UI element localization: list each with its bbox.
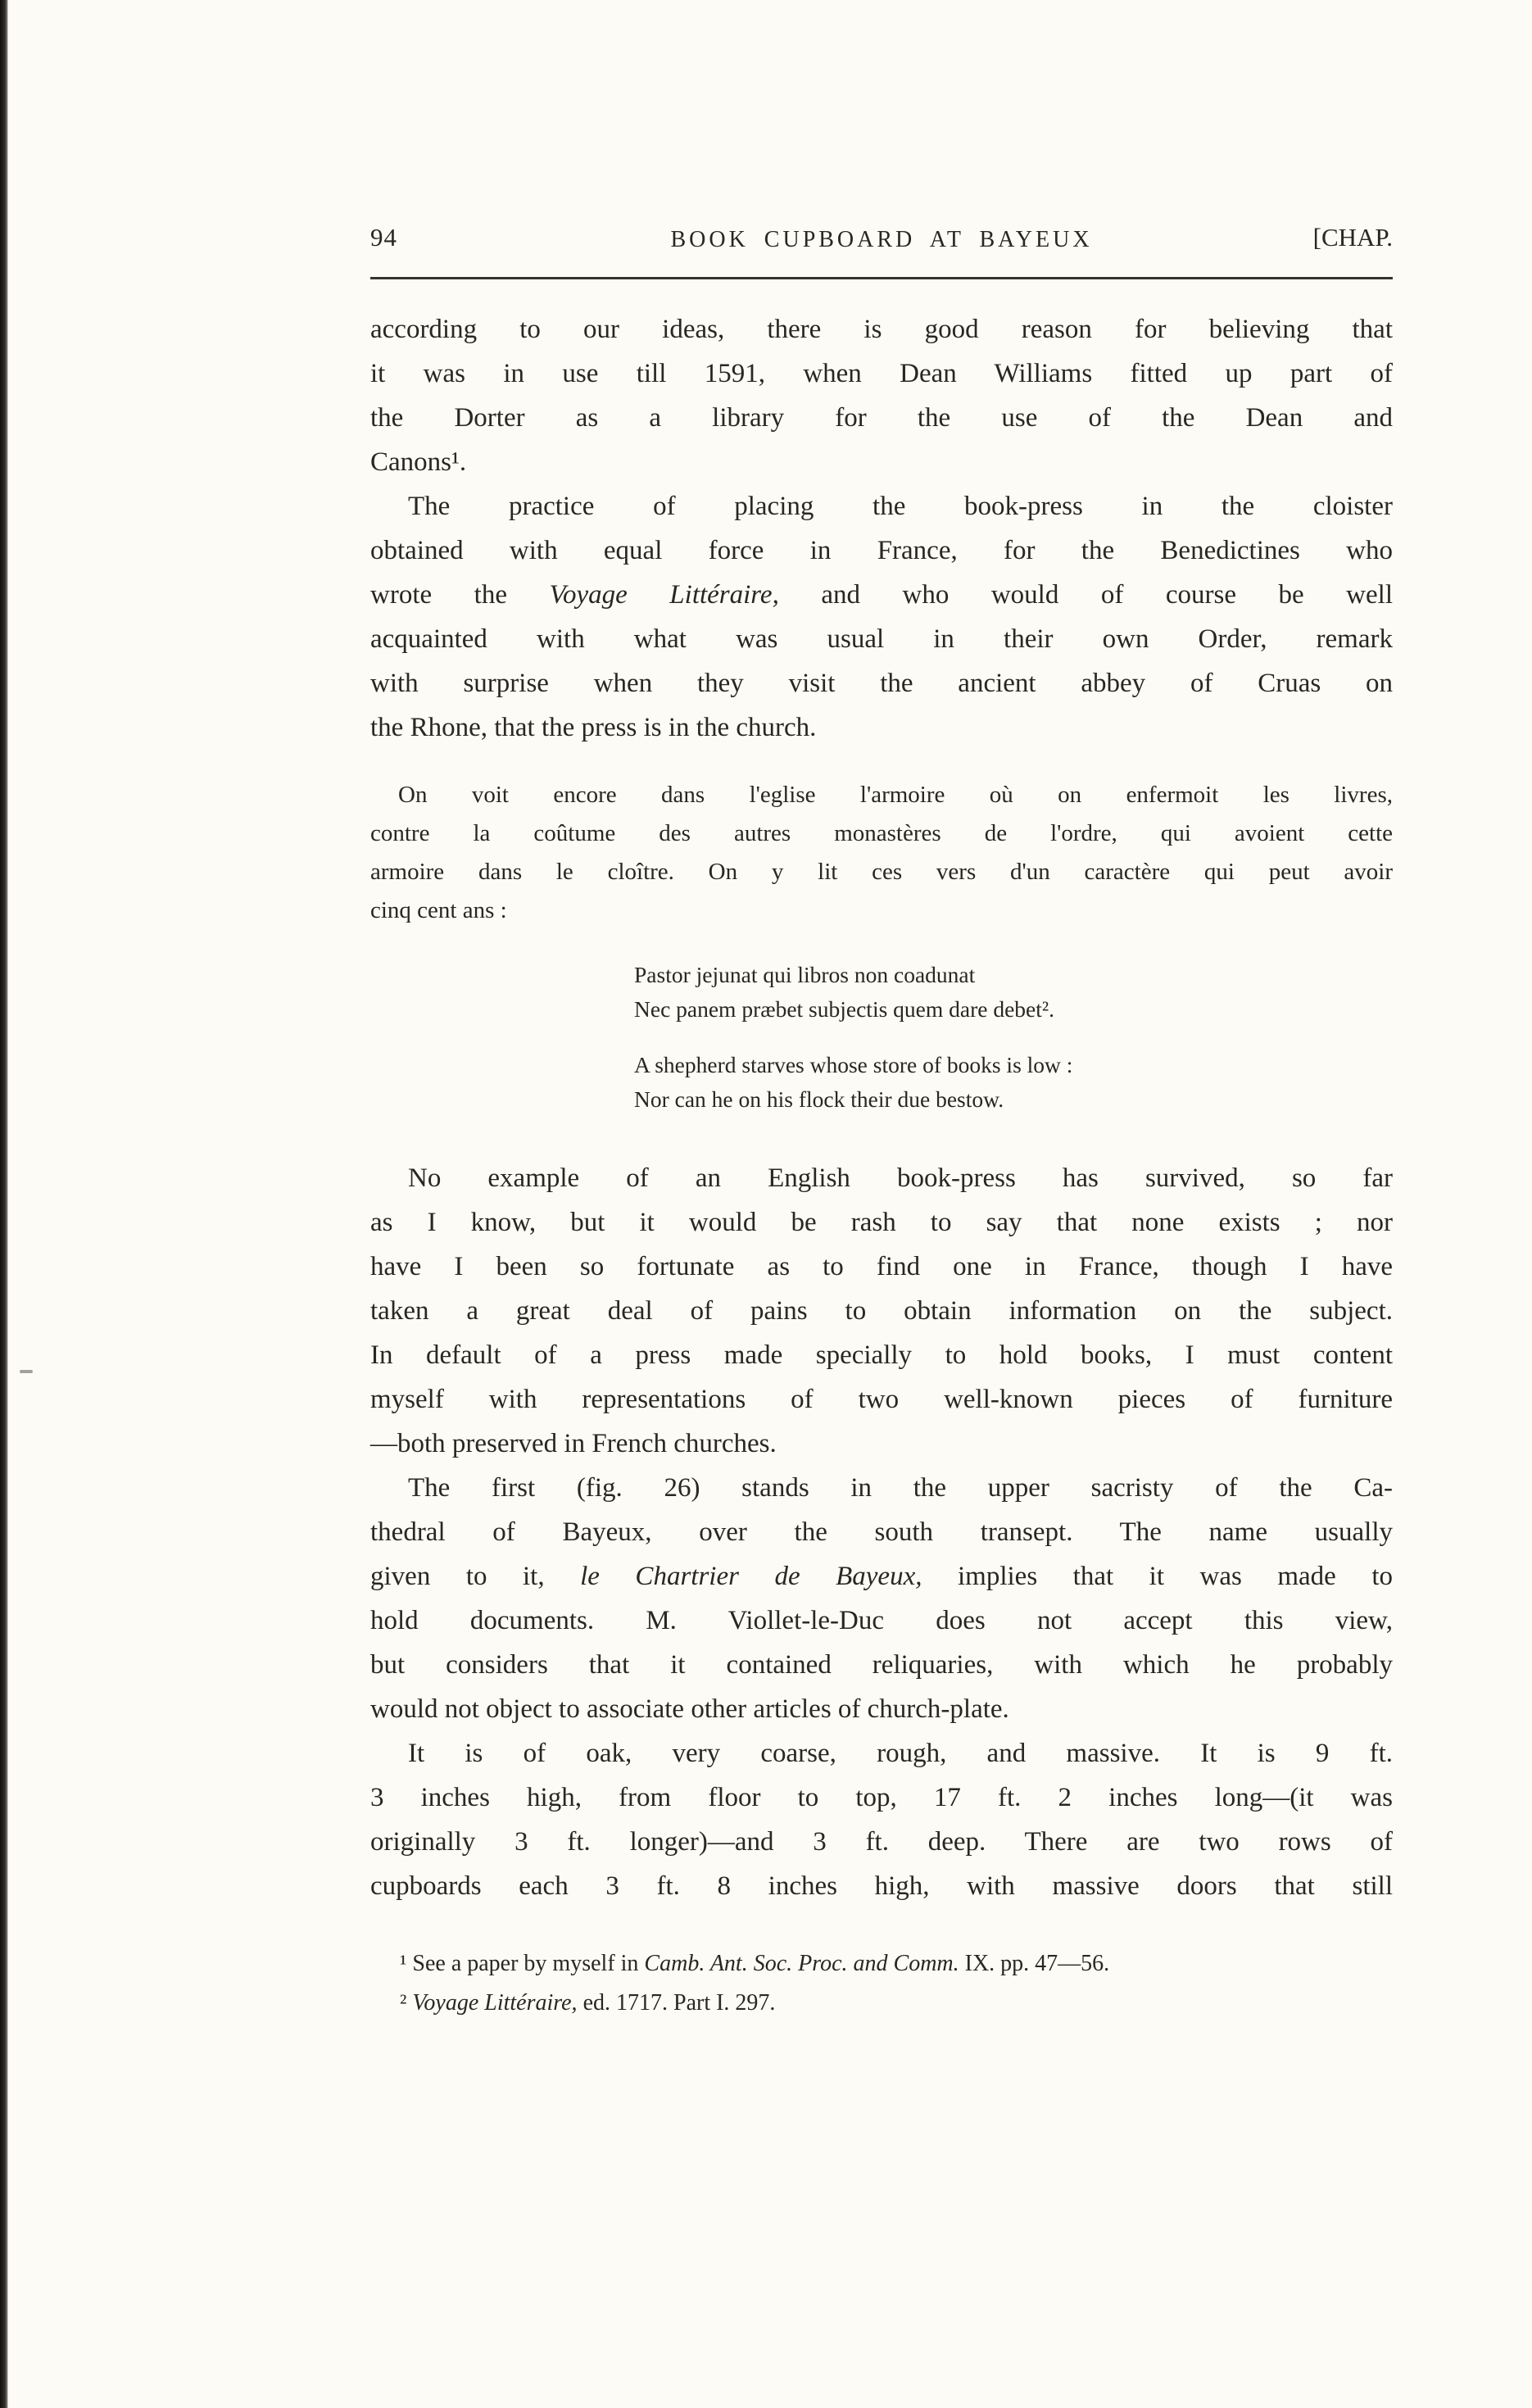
text-line: according to our ideas, there is good reason for believing that [370, 315, 1393, 344]
text-line: obtained with equal force in France, for the Benedictines who [370, 536, 1393, 565]
text-line: 3 inches high, from floor to top, 17 ft. 2 inches long—(it was [370, 1783, 1393, 1812]
chapter-mark: [CHAP. [1312, 223, 1393, 252]
italic-text: Camb. Ant. Soc. Proc. and Comm. [644, 1951, 959, 1976]
text-line: acquainted with what was usual in their own Order, remark [370, 624, 1393, 654]
text-line: would not object to associate other articles of church-plate. [370, 1694, 1009, 1724]
text-line: taken a great deal of pains to obtain information on the subject. [370, 1296, 1393, 1326]
footnotes [370, 1944, 1393, 2023]
text-line: cupboards each 3 ft. 8 inches high, with massive doors that still [370, 1871, 1393, 1901]
french-quotation [370, 776, 1393, 930]
text-line: Nec panem præbet subjectis quem dare debet². [634, 996, 1054, 1022]
paragraph [370, 1466, 1393, 1731]
text-line: thedral of Bayeux, over the south transept. The name usually [370, 1517, 1393, 1547]
text-line: contre la coûtume des autres monastères de l'ordre, qui avoient cette [370, 820, 1393, 846]
text-line: Pastor jejunat qui libros non coadunat [634, 962, 976, 987]
text-line: A shepherd starves whose store of books is low : [634, 1052, 1073, 1077]
text-column [370, 307, 1393, 2023]
text-line: originally 3 ft. longer)—and 3 ft. deep. There are two rows of [370, 1827, 1393, 1857]
text-line [370, 1944, 1393, 1984]
text-line: No example of an English book-press has survived, so far [408, 1163, 1393, 1193]
text-segment: given to it, [370, 1562, 581, 1591]
text-line: the Rhone, that the press is in the church. [370, 713, 817, 742]
latin-verse [634, 958, 1393, 1027]
text-line [370, 1554, 1393, 1599]
text-line: In default of a press made specially to hold books, I must content [370, 1340, 1393, 1370]
text-line: but considers that it contained reliquaries, with which he probably [370, 1650, 1393, 1680]
text-line: have I been so fortunate as to find one in France, though I have [370, 1252, 1393, 1281]
text-line: The first (fig. 26) stands in the upper sacristy of the Ca- [408, 1473, 1393, 1503]
text-line: as I know, but it would be rash to say that none exists ; nor [370, 1208, 1393, 1237]
running-header [370, 220, 1393, 257]
text-line: cinq cent ans : [370, 897, 507, 923]
text-segment: ² [400, 1990, 413, 2016]
text-line [370, 573, 1393, 617]
paragraph [370, 1156, 1393, 1466]
header-rule [370, 277, 1393, 279]
text-line: It is of oak, very coarse, rough, and massive. It is 9 ft. [408, 1739, 1393, 1768]
text-line: Canons¹. [370, 447, 467, 477]
text-line: the Dorter as a library for the use of the Dean and [370, 403, 1393, 433]
text-segment: and who would of course be well [778, 580, 1393, 610]
text-segment: ed. 1717. Part I. 297. [577, 1990, 776, 2016]
text-line: hold documents. M. Viollet-le-Duc does not accept this view, [370, 1606, 1393, 1635]
scan-gutter-shadow [0, 0, 8, 2408]
text-segment: wrote the [370, 580, 550, 610]
italic-text: Voyage Littéraire, [412, 1990, 578, 2016]
text-segment: IX. pp. 47—56. [959, 1951, 1110, 1976]
text-line: Nor can he on his flock their due bestow. [634, 1086, 1004, 1112]
text-line: —both preserved in French churches. [370, 1429, 777, 1458]
page-number: 94 [370, 223, 397, 252]
text-segment: ¹ See a paper by myself in [400, 1951, 645, 1976]
text-segment: implies that it was made to [922, 1562, 1393, 1591]
paragraph [370, 484, 1393, 750]
text-line: it was in use till 1591, when Dean Williams fitted up part of [370, 359, 1393, 388]
english-verse [634, 1048, 1393, 1117]
text-line: myself with representations of two well-known pieces of furniture [370, 1385, 1393, 1414]
text-line: On voit encore dans l'eglise l'armoire où on enfermoit les livres, [398, 782, 1393, 808]
text-line: The practice of placing the book-press in the cloister [408, 492, 1393, 521]
paragraph-continuation [370, 307, 1393, 484]
text-line: with surprise when they visit the ancient abbey of Cruas on [370, 669, 1393, 698]
page-content [370, 220, 1393, 2023]
text-line: armoire dans le cloître. On y lit ces vers d'un caractère qui peut avoir [370, 859, 1393, 885]
italic-text: le Chartrier de Bayeux, [580, 1562, 922, 1591]
paragraph [370, 1731, 1393, 1908]
text-line [370, 1984, 1393, 2023]
scan-artifact-mark [20, 1370, 33, 1373]
italic-text: Voyage Littéraire, [549, 580, 779, 610]
running-title: BOOK CUPBOARD AT BAYEUX [670, 227, 1093, 252]
